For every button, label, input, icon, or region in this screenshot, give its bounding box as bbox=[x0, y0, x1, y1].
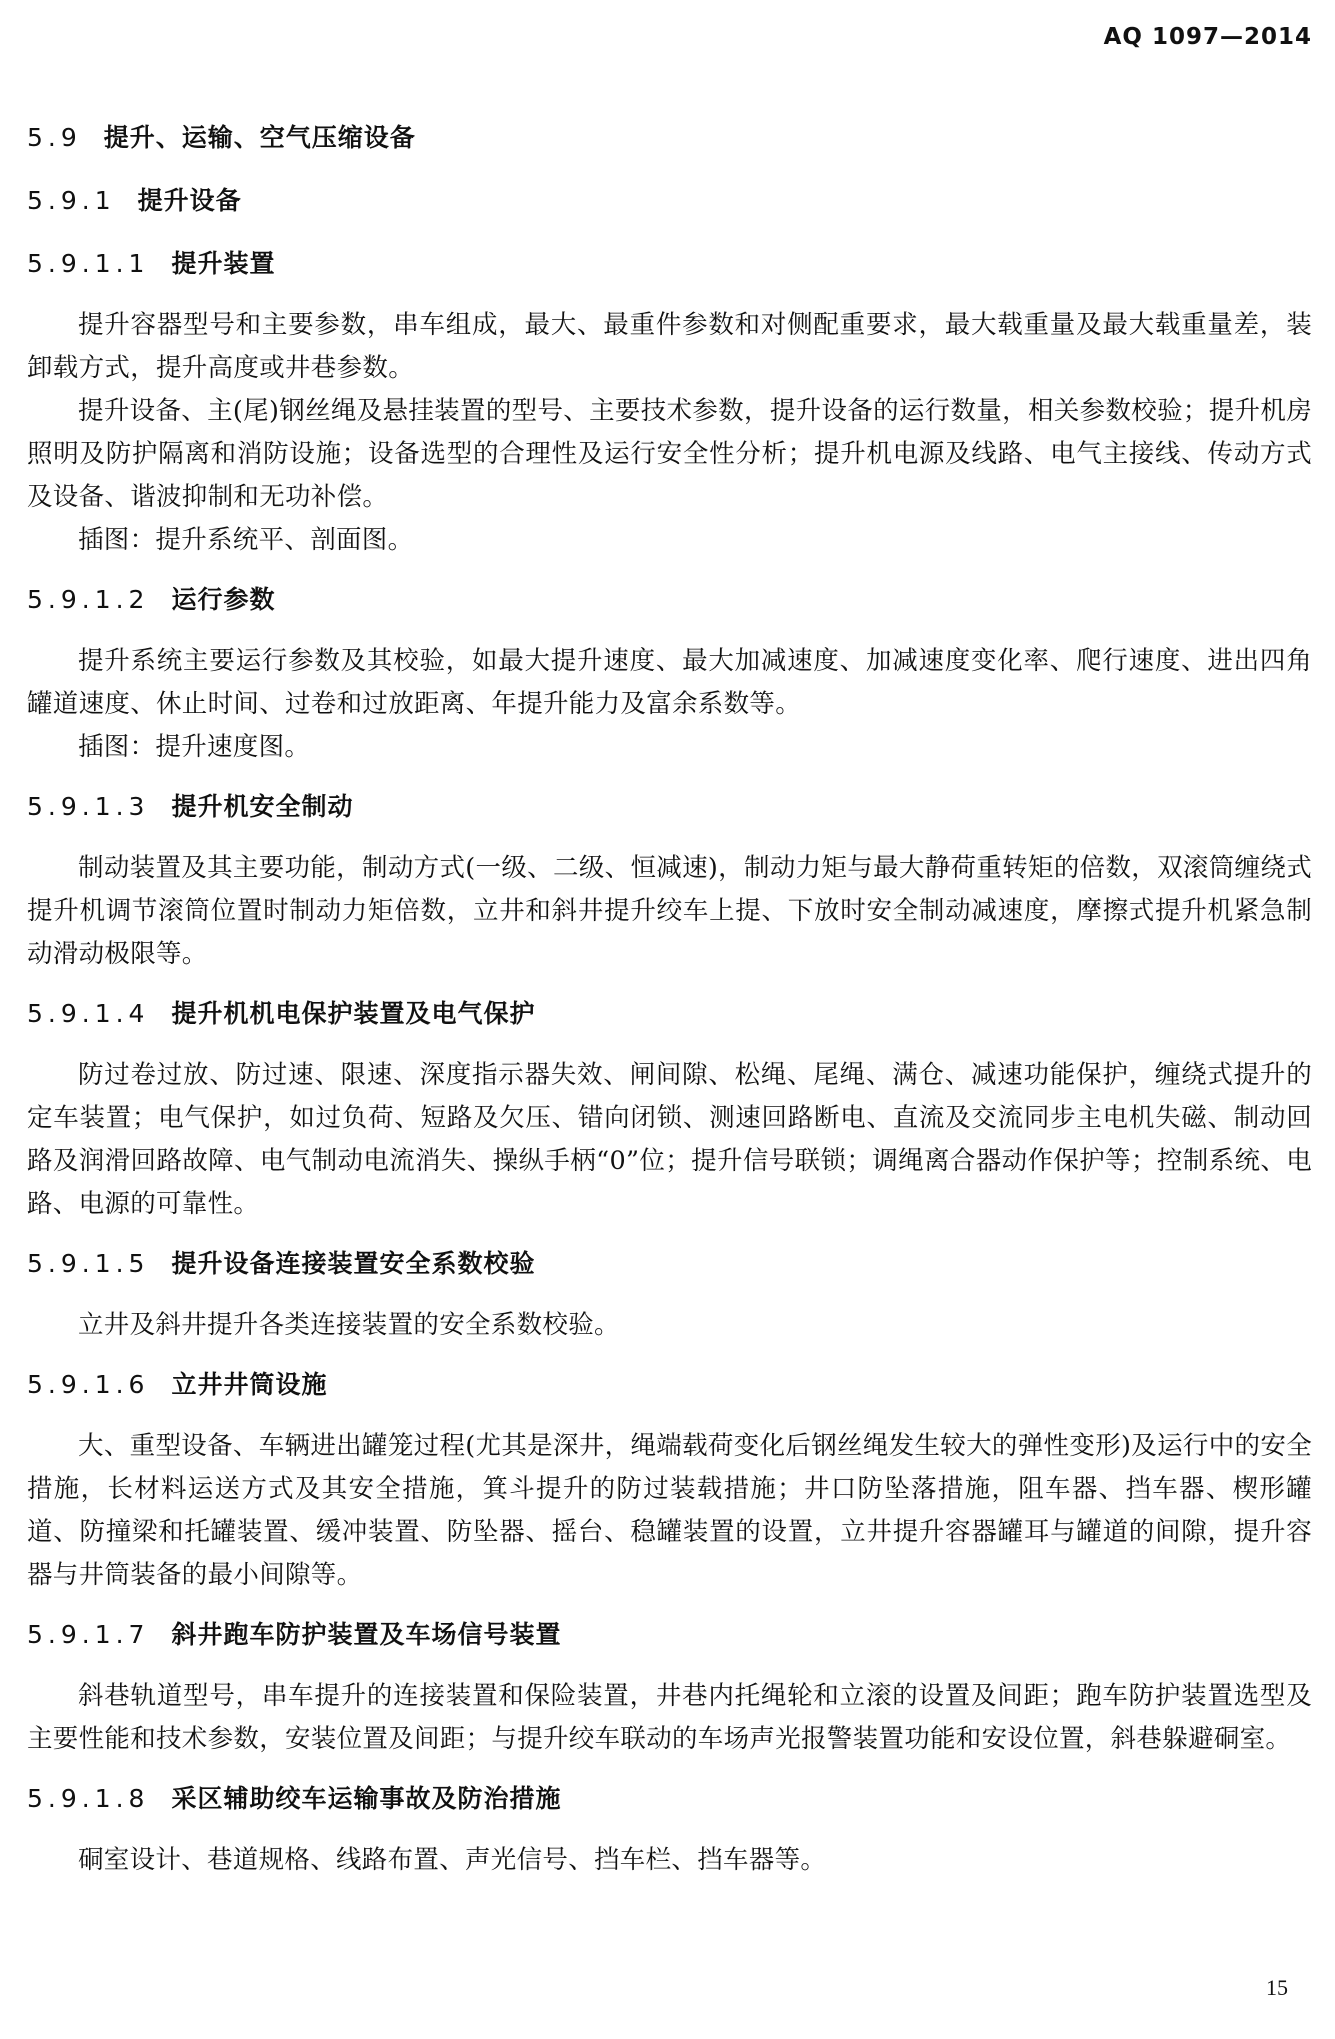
page-number: 15 bbox=[1266, 1975, 1288, 2000]
clause-5-9-1-1 bbox=[27, 246, 1312, 562]
document-body bbox=[27, 120, 1312, 1902]
clause-heading bbox=[27, 246, 1312, 282]
clause-title: 提升设备连接装置安全系数校验 bbox=[171, 1249, 536, 1278]
clause-number: 5.9.1.8 bbox=[27, 1784, 150, 1813]
clause-heading bbox=[27, 1367, 1312, 1403]
clause-5-9-1-3 bbox=[27, 789, 1312, 976]
section-heading bbox=[27, 120, 1312, 156]
clause-number: 5.9.1.5 bbox=[27, 1249, 150, 1278]
subsection-title: 提升设备 bbox=[137, 186, 242, 215]
clause-number: 5.9.1.6 bbox=[27, 1370, 150, 1399]
clause-heading bbox=[27, 789, 1312, 825]
clause-paragraph: 提升容器型号和主要参数，串车组成，最大、最重件参数和对侧配重要求，最大载重量及最大载重量差，装卸载方式，提升高度或井巷参数。 bbox=[27, 310, 1312, 383]
clause-number: 5.9.1.1 bbox=[27, 249, 150, 278]
clause-number: 5.9.1.3 bbox=[27, 792, 150, 821]
clause-title: 运行参数 bbox=[171, 585, 276, 614]
clause-paragraph: 大、重型设备、车辆进出罐笼过程(尤其是深井，绳端载荷变化后钢丝绳发生较大的弹性变形)及运行中的安全措施，长材料运送方式及其安全措施，箕斗提升的防过装载措施；井口防坠落措施，阻车器、挡车器、楔形罐道、防撞梁和托罐装置、缓冲装置、防坠器、摇台、稳罐装置的设置，立井提升容器罐耳与罐道的间隙，提升容器与井筒装备的最小间隙等。 bbox=[27, 1431, 1312, 1590]
standard-code: AQ 1097—2014 bbox=[1103, 24, 1312, 50]
clause-5-9-1-5 bbox=[27, 1246, 1312, 1347]
clause-paragraph: 插图：提升系统平、剖面图。 bbox=[78, 525, 414, 555]
clause-heading bbox=[27, 1617, 1312, 1653]
clause-title: 斜井跑车防护装置及车场信号装置 bbox=[171, 1620, 562, 1649]
clause-paragraph: 立井及斜井提升各类连接装置的安全系数校验。 bbox=[78, 1310, 620, 1340]
clause-paragraph: 斜巷轨道型号，串车提升的连接装置和保险装置，井巷内托绳轮和立滚的设置及间距；跑车防护装置选型及主要性能和技术参数，安装位置及间距；与提升绞车联动的车场声光报警装置功能和安设位置，斜巷躲避硐室。 bbox=[27, 1681, 1312, 1754]
clause-5-9-1-2 bbox=[27, 582, 1312, 769]
clause-5-9-1-7 bbox=[27, 1617, 1312, 1761]
clause-number: 5.9.1.7 bbox=[27, 1620, 150, 1649]
clause-paragraph: 防过卷过放、防过速、限速、深度指示器失效、闸间隙、松绳、尾绳、满仓、减速功能保护，缠绕式提升的定车装置；电气保护，如过负荷、短路及欠压、错向闭锁、测速回路断电、直流及交流同步主电机失磁、制动回路及润滑回路故障、电气制动电流消失、操纵手柄“0”位；提升信号联锁；调绳离合器动作保护等；控制系统、电路、电源的可靠性。 bbox=[27, 1060, 1312, 1219]
clause-title: 提升装置 bbox=[171, 249, 276, 278]
clause-heading bbox=[27, 582, 1312, 618]
clause-list bbox=[27, 246, 1312, 1882]
clause-heading bbox=[27, 1246, 1312, 1282]
clause-title: 提升机安全制动 bbox=[171, 792, 354, 821]
clause-title: 提升机机电保护装置及电气保护 bbox=[171, 999, 536, 1028]
subsection-number: 5.9.1 bbox=[27, 186, 116, 215]
clause-heading bbox=[27, 996, 1312, 1032]
clause-title: 立井井筒设施 bbox=[171, 1370, 328, 1399]
section-number: 5.9 bbox=[27, 123, 82, 152]
clause-5-9-1-8 bbox=[27, 1781, 1312, 1882]
clause-paragraph: 插图：提升速度图。 bbox=[78, 732, 311, 762]
clause-number: 5.9.1.2 bbox=[27, 585, 150, 614]
clause-paragraph: 硐室设计、巷道规格、线路布置、声光信号、挡车栏、挡车器等。 bbox=[78, 1845, 827, 1875]
clause-paragraph: 制动装置及其主要功能，制动方式(一级、二级、恒减速)，制动力矩与最大静荷重转矩的倍数，双滚筒缠绕式提升机调节滚筒位置时制动力矩倍数，立井和斜井提升绞车上提、下放时安全制动减速度，摩擦式提升机紧急制动滑动极限等。 bbox=[27, 853, 1312, 969]
clause-heading bbox=[27, 1781, 1312, 1817]
clause-number: 5.9.1.4 bbox=[27, 999, 150, 1028]
clause-paragraph: 提升系统主要运行参数及其校验，如最大提升速度、最大加减速度、加减速度变化率、爬行速度、进出四角罐道速度、休止时间、过卷和过放距离、年提升能力及富余系数等。 bbox=[27, 646, 1312, 719]
clause-paragraph: 提升设备、主(尾)钢丝绳及悬挂装置的型号、主要技术参数，提升设备的运行数量，相关参数校验；提升机房照明及防护隔离和消防设施；设备选型的合理性及运行安全性分析；提升机电源及线路、电气主接线、传动方式及设备、谐波抑制和无功补偿。 bbox=[27, 396, 1312, 512]
subsection-heading bbox=[27, 183, 1312, 219]
section-title: 提升、运输、空气压缩设备 bbox=[103, 123, 416, 152]
clause-5-9-1-6 bbox=[27, 1367, 1312, 1597]
clause-5-9-1-4 bbox=[27, 996, 1312, 1226]
clause-title: 采区辅助绞车运输事故及防治措施 bbox=[171, 1784, 562, 1813]
